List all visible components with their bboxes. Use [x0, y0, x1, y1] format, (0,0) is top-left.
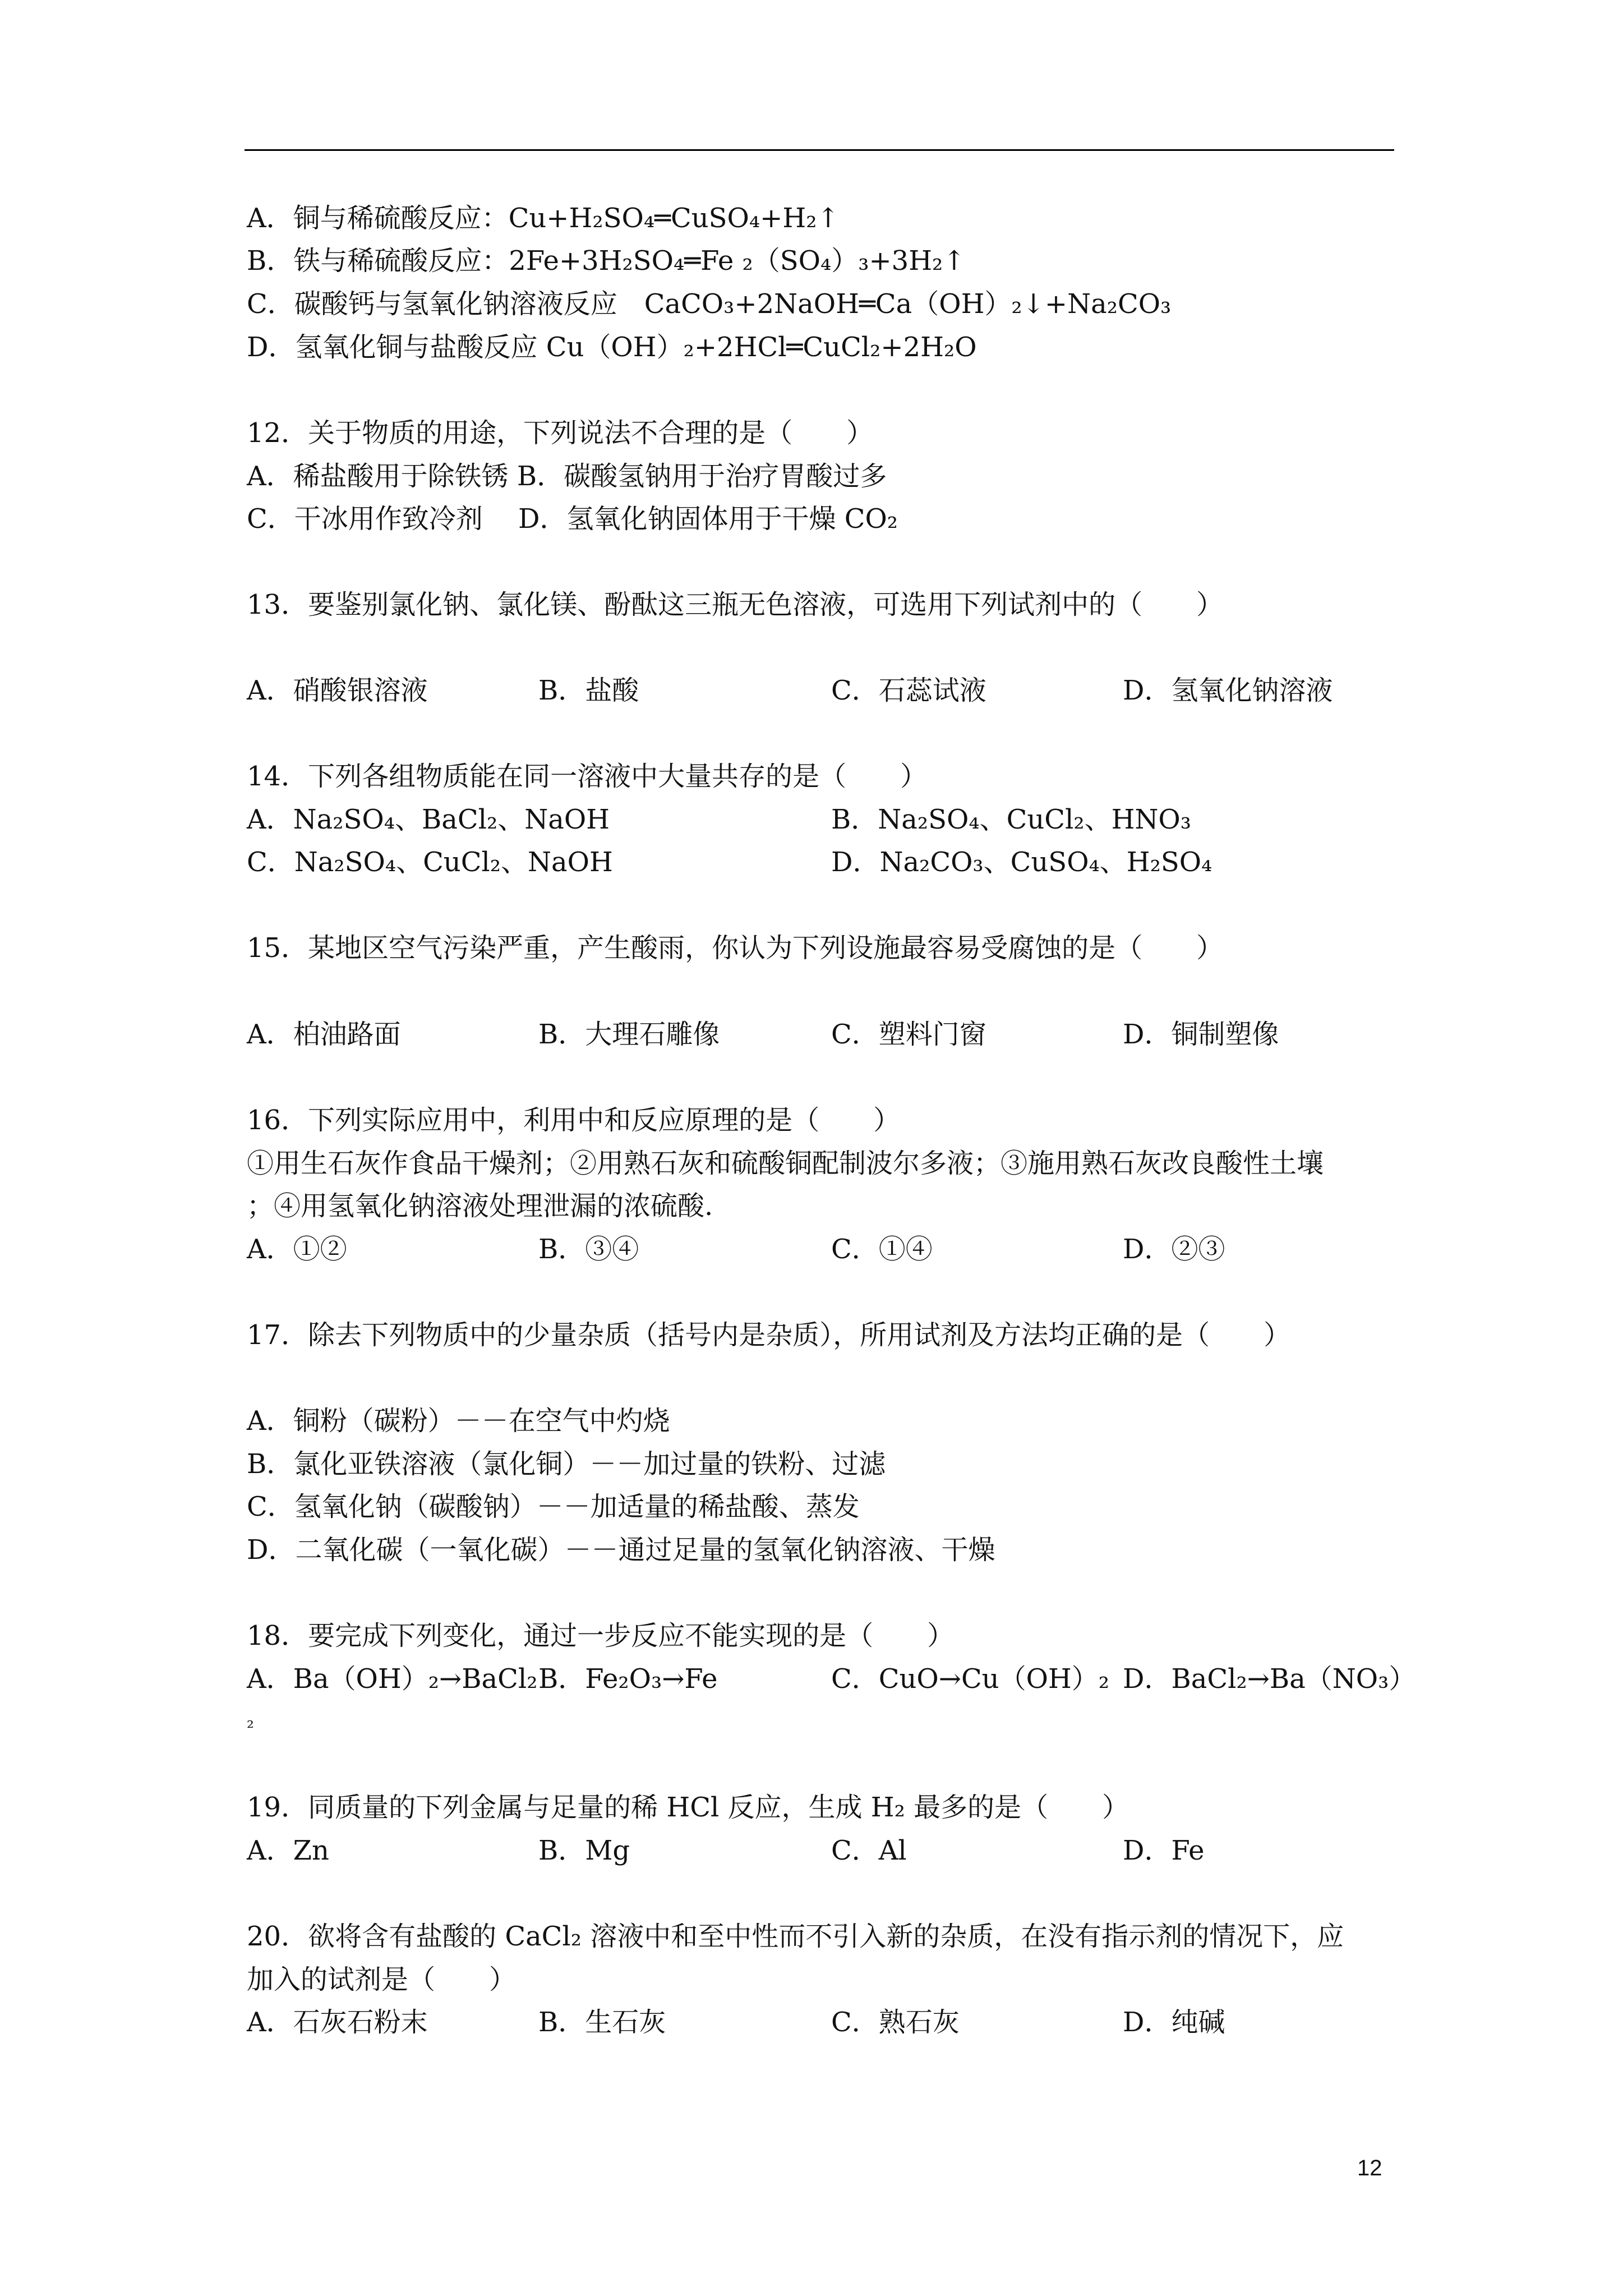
q18-option-d-wrap: ₂ — [247, 1711, 254, 1732]
q20-option-b: B．生石灰 — [538, 2007, 666, 2038]
q16-option-c: C．①④ — [831, 1234, 933, 1265]
q11-option-b: B．铁与稀硫酸反应：2Fe+3H₂SO₄═Fe ₂（SO₄）₃+3H₂↑ — [247, 245, 966, 277]
q17-option-b: B．氯化亚铁溶液（氯化铜）－－加过量的铁粉、过滤 — [247, 1448, 886, 1480]
q11-option-c: C．碳酸钙与氢氧化钠溶液反应 CaCO₃+2NaOH═Ca（OH）₂↓+Na₂CO₃ — [247, 288, 1172, 320]
q15-option-a: A．柏油路面 — [247, 1019, 401, 1050]
q16-option-b: B．③④ — [538, 1234, 639, 1265]
header-rule — [245, 149, 1394, 151]
q17-stem: 17．除去下列物质中的少量杂质（括号内是杂质），所用试剂及方法均正确的是（ ） — [247, 1319, 1291, 1351]
q19-option-d: D．Fe — [1123, 1835, 1205, 1866]
q18-stem: 18．要完成下列变化，通过一步反应不能实现的是（ ） — [247, 1620, 955, 1651]
q19-stem: 19．同质量的下列金属与足量的稀 HCl 反应，生成 H₂ 最多的是（ ） — [247, 1792, 1129, 1823]
q16-statement-line-1: ①用生石灰作食品干燥剂；②用熟石灰和硫酸铜配制波尔多液；③施用熟石灰改良酸性土壤 — [247, 1148, 1324, 1179]
page-number: 12 — [1357, 2156, 1382, 2180]
q11-option-a: A．铜与稀硫酸反应：Cu+H₂SO₄═CuSO₄+H₂↑ — [247, 203, 840, 234]
q14-option-a: A．Na₂SO₄、BaCl₂、NaOH — [247, 804, 610, 835]
q13-option-b: B．盐酸 — [538, 675, 639, 706]
q18-option-c: C．CuO→Cu（OH）₂ — [831, 1663, 1110, 1695]
q20-option-d: D．纯碱 — [1123, 2007, 1225, 2038]
q15-stem: 15．某地区空气污染严重，产生酸雨，你认为下列设施最容易受腐蚀的是（ ） — [247, 932, 1224, 964]
q15-option-b: B．大理石雕像 — [538, 1019, 720, 1050]
q19-option-a: A．Zn — [247, 1835, 329, 1866]
q14-option-b: B．Na₂SO₄、CuCl₂、HNO₃ — [831, 804, 1192, 835]
q18-option-d: D．BaCl₂→Ba（NO₃） — [1123, 1663, 1416, 1695]
q14-stem: 14．下列各组物质能在同一溶液中大量共存的是（ ） — [247, 761, 928, 792]
q17-option-d: D．二氧化碳（一氧化碳）－－通过足量的氢氧化钠溶液、干燥 — [247, 1534, 995, 1566]
q20-option-c: C．熟石灰 — [831, 2007, 960, 2038]
q15-option-c: C．塑料门窗 — [831, 1019, 986, 1050]
q13-option-d: D．氢氧化钠溶液 — [1123, 675, 1333, 706]
q13-option-c: C．石蕊试液 — [831, 675, 986, 706]
q19-option-c: C．Al — [831, 1835, 907, 1866]
q16-stem: 16．下列实际应用中，利用中和反应原理的是（ ） — [247, 1105, 901, 1136]
q19-option-b: B．Mg — [538, 1835, 630, 1866]
q16-option-a: A．①② — [247, 1234, 347, 1265]
q14-option-d: D．Na₂CO₃、CuSO₄、H₂SO₄ — [831, 846, 1212, 878]
q16-statement-line-2: ；④用氢氧化钠溶液处理泄漏的浓硫酸. — [247, 1190, 713, 1222]
q13-stem: 13．要鉴别氯化钠、氯化镁、酚酞这三瓶无色溶液，可选用下列试剂中的（ ） — [247, 589, 1224, 620]
q11-option-d: D．氢氧化铜与盐酸反应 Cu（OH）₂+2HCl═CuCl₂+2H₂O — [247, 332, 977, 363]
q12-options-line-2: C．干冰用作致冷剂 D．氢氧化钠固体用于干燥 CO₂ — [247, 503, 898, 535]
q18-option-a: A．Ba（OH）₂→BaCl₂ — [247, 1663, 538, 1695]
q16-option-d: D．②③ — [1123, 1234, 1225, 1265]
q17-option-c: C．氢氧化钠（碳酸钠）－－加适量的稀盐酸、蒸发 — [247, 1491, 860, 1522]
q12-options-line-1: A．稀盐酸用于除铁锈 B．碳酸氢钠用于治疗胃酸过多 — [247, 461, 887, 492]
q14-option-c: C．Na₂SO₄、CuCl₂、NaOH — [247, 846, 613, 878]
q15-option-d: D．铜制塑像 — [1123, 1019, 1279, 1050]
q12-stem: 12．关于物质的用途，下列说法不合理的是（ ） — [247, 417, 874, 449]
q20-stem-line-2: 加入的试剂是（ ） — [247, 1964, 517, 1995]
q20-option-a: A．石灰石粉末 — [247, 2007, 428, 2038]
q17-option-a: A．铜粉（碳粉）－－在空气中灼烧 — [247, 1405, 670, 1437]
q13-option-a: A．硝酸银溶液 — [247, 675, 428, 706]
q18-option-b: B．Fe₂O₃→Fe — [538, 1663, 718, 1695]
q20-stem-line-1: 20．欲将含有盐酸的 CaCl₂ 溶液中和至中性而不引入新的杂质，在没有指示剂的情况下，应 — [247, 1921, 1344, 1952]
